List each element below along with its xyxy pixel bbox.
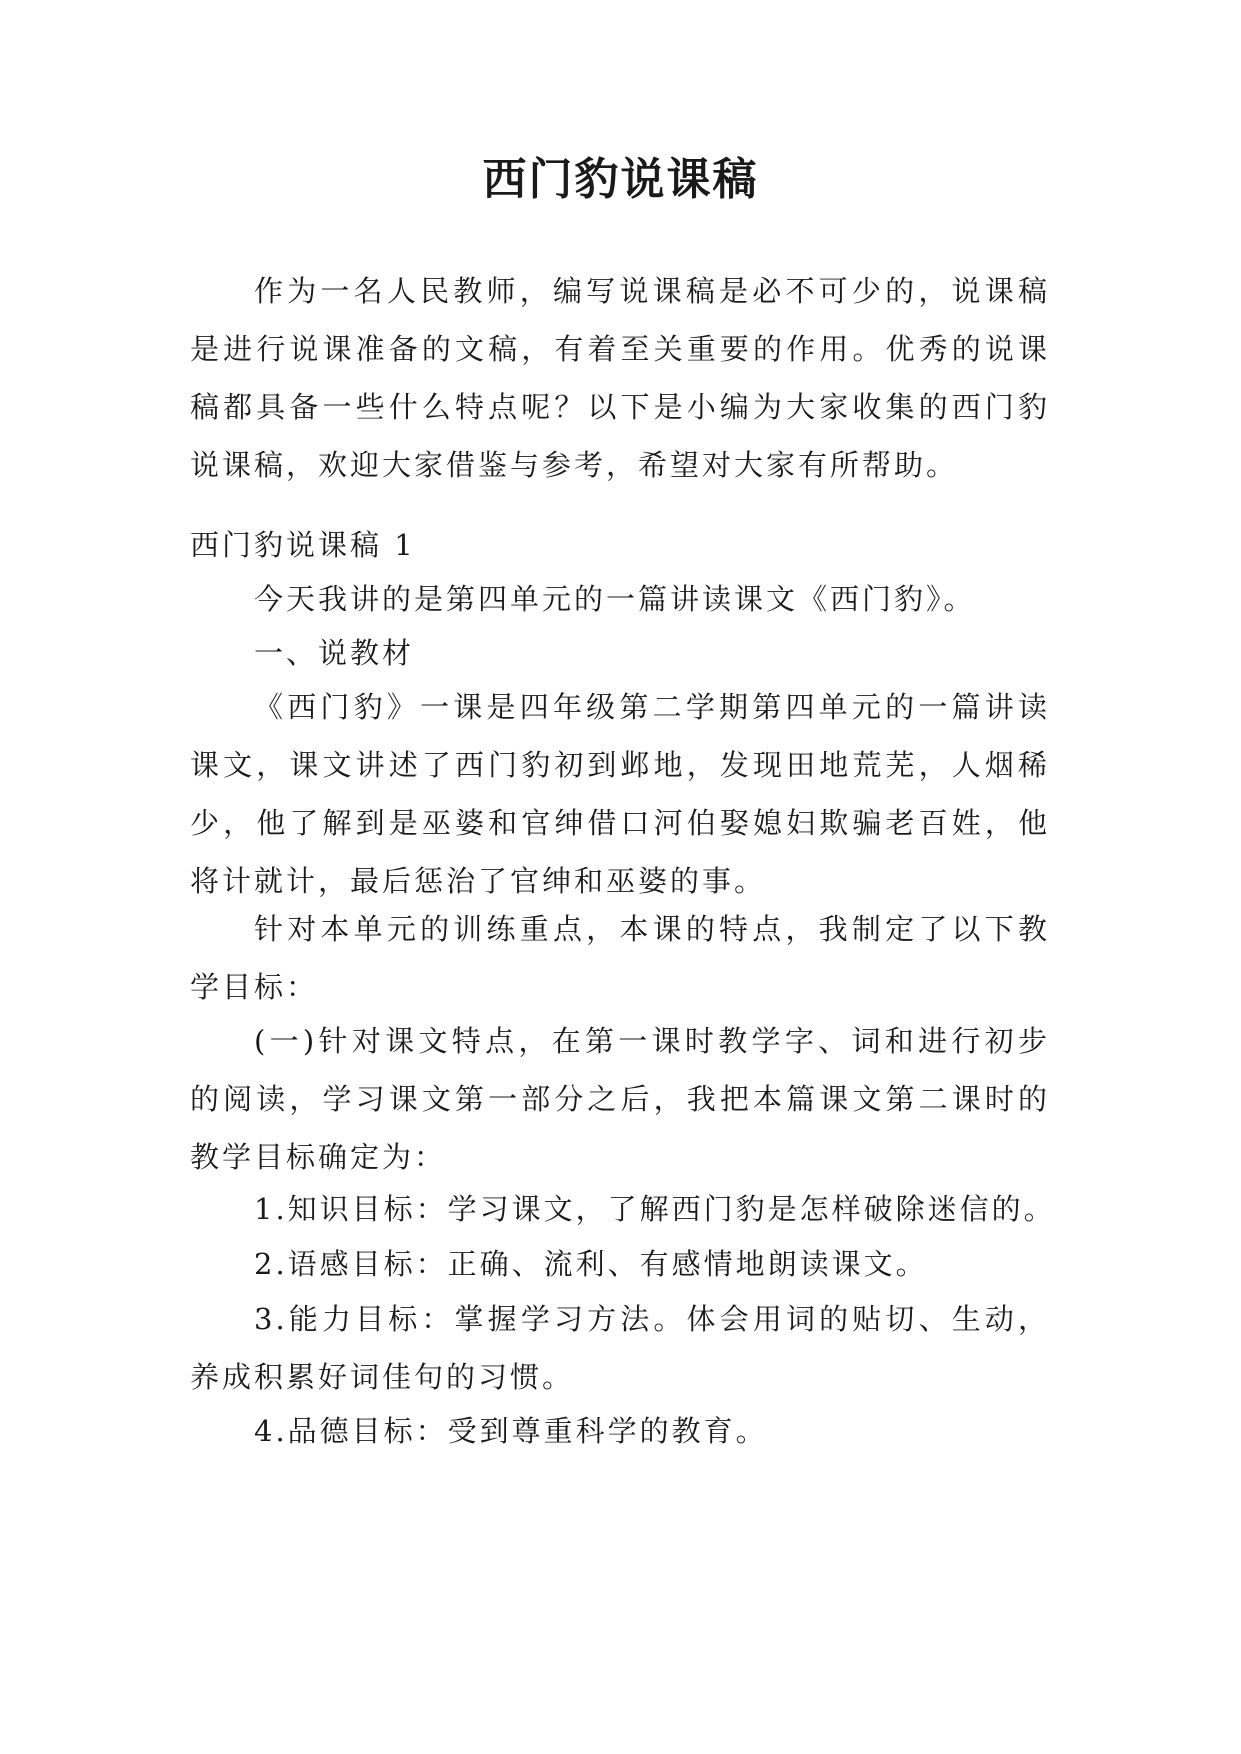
objective-moral: 4.品德目标：受到尊重科学的教育。: [254, 1414, 768, 1448]
section-heading: 西门豹说课稿 1: [190, 528, 416, 562]
document-title: 西门豹说课稿: [482, 154, 759, 205]
intro-paragraph: 作为一名人民教师，编写说课稿是必不可少的，说课稿是进行说课准备的文稿，有着至关重要的作用。优秀的说课稿都具备一些什么特点呢？以下是小编为大家收集的西门豹说课稿，欢迎大家借鉴与参考，希望对大家有所帮助。: [190, 274, 1050, 482]
paragraph-objectives-intro: 针对本单元的训练重点，本课的特点，我制定了以下教学目标：: [190, 912, 1050, 1004]
objective-language-sense: 2.语感目标：正确、流利、有感情地朗读课文。: [254, 1247, 928, 1281]
paragraph-objectives-context: (一)针对课文特点，在第一课时教学字、词和进行初步的阅读，学习课文第一部分之后，我把本篇课文第二课时的教学目标确定为：: [190, 1024, 1050, 1174]
objective-ability: 3.能力目标：掌握学习方法。体会用词的贴切、生动，养成积累好词佳句的习惯。: [190, 1302, 1050, 1394]
objective-knowledge: 1.知识目标：学习课文，了解西门豹是怎样破除迷信的。: [254, 1192, 1056, 1226]
paragraph-lesson-intro: 今天我讲的是第四单元的一篇讲读课文《西门豹》。: [254, 582, 976, 616]
paragraph-heading-textbook: 一、说教材: [254, 636, 415, 670]
paragraph-textbook-description: 《西门豹》一课是四年级第二学期第四单元的一篇讲读课文，课文讲述了西门豹初到邺地，发现田地荒芜，人烟稀少，他了解到是巫婆和官绅借口河伯娶媳妇欺骗老百姓，他将计就计，最后惩治了官绅和巫婆的事。: [190, 690, 1050, 898]
